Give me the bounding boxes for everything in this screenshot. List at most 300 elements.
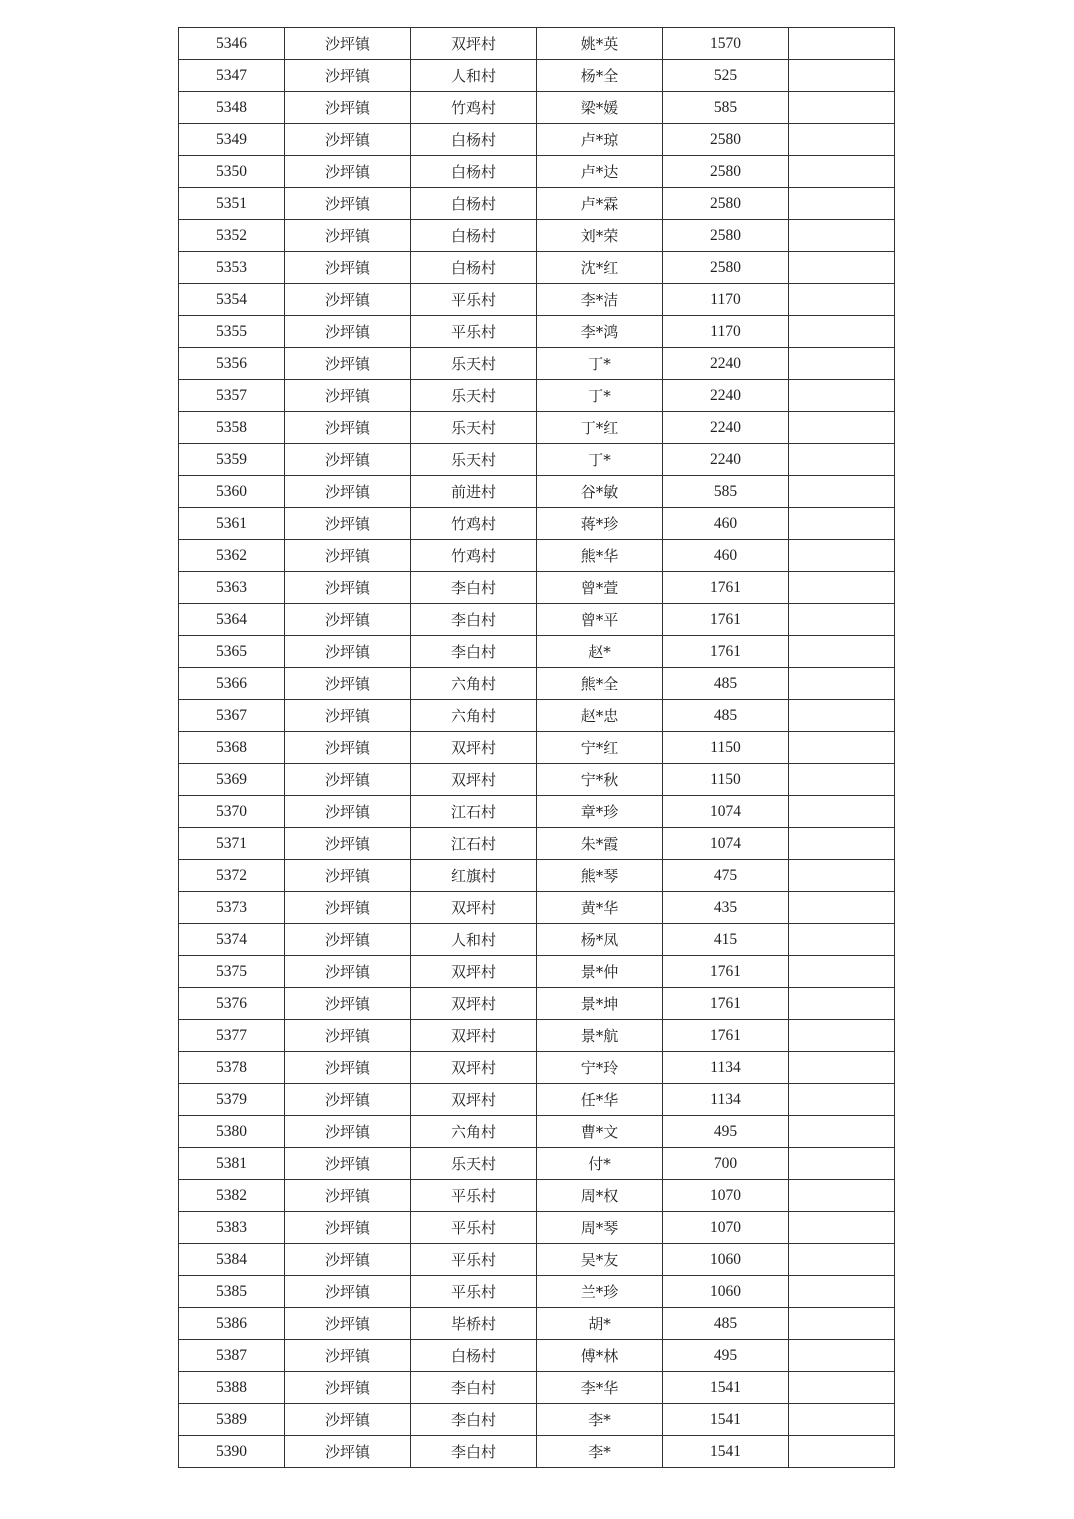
- cell-note: [789, 1212, 895, 1244]
- cell-amount: 2240: [663, 348, 789, 380]
- cell-id: 5379: [179, 1084, 285, 1116]
- cell-name: 李*鸿: [537, 316, 663, 348]
- cell-town: 沙坪镇: [285, 828, 411, 860]
- cell-village: 六角村: [411, 668, 537, 700]
- cell-name: 李*: [537, 1436, 663, 1468]
- table-row: [179, 188, 895, 220]
- table-row: [179, 892, 895, 924]
- table-row: [179, 284, 895, 316]
- cell-note: [789, 412, 895, 444]
- cell-town: 沙坪镇: [285, 220, 411, 252]
- cell-amount: 1761: [663, 604, 789, 636]
- cell-village: 平乐村: [411, 1276, 537, 1308]
- table-row: [179, 1020, 895, 1052]
- cell-village: 李白村: [411, 1404, 537, 1436]
- cell-name: 卢*霖: [537, 188, 663, 220]
- cell-note: [789, 1052, 895, 1084]
- cell-town: 沙坪镇: [285, 1244, 411, 1276]
- cell-note: [789, 732, 895, 764]
- cell-village: 双坪村: [411, 28, 537, 60]
- cell-town: 沙坪镇: [285, 124, 411, 156]
- cell-town: 沙坪镇: [285, 604, 411, 636]
- cell-amount: 1541: [663, 1436, 789, 1468]
- cell-note: [789, 796, 895, 828]
- table-row: [179, 220, 895, 252]
- table-row: [179, 796, 895, 828]
- cell-name: 宁*玲: [537, 1052, 663, 1084]
- cell-village: 乐天村: [411, 1148, 537, 1180]
- cell-name: 曾*萱: [537, 572, 663, 604]
- cell-village: 红旗村: [411, 860, 537, 892]
- cell-note: [789, 60, 895, 92]
- cell-note: [789, 1436, 895, 1468]
- cell-name: 卢*达: [537, 156, 663, 188]
- table-row: [179, 924, 895, 956]
- table-row: [179, 1276, 895, 1308]
- cell-town: 沙坪镇: [285, 1308, 411, 1340]
- cell-town: 沙坪镇: [285, 508, 411, 540]
- cell-name: 朱*霞: [537, 828, 663, 860]
- cell-village: 双坪村: [411, 764, 537, 796]
- cell-town: 沙坪镇: [285, 796, 411, 828]
- cell-note: [789, 380, 895, 412]
- cell-id: 5382: [179, 1180, 285, 1212]
- cell-town: 沙坪镇: [285, 924, 411, 956]
- cell-amount: 1134: [663, 1052, 789, 1084]
- cell-amount: 1170: [663, 316, 789, 348]
- cell-village: 白杨村: [411, 1340, 537, 1372]
- cell-village: 平乐村: [411, 1212, 537, 1244]
- cell-amount: 1541: [663, 1372, 789, 1404]
- cell-amount: 2580: [663, 220, 789, 252]
- cell-town: 沙坪镇: [285, 732, 411, 764]
- cell-id: 5374: [179, 924, 285, 956]
- cell-id: 5380: [179, 1116, 285, 1148]
- cell-town: 沙坪镇: [285, 1436, 411, 1468]
- cell-amount: 1074: [663, 796, 789, 828]
- cell-name: 卢*琼: [537, 124, 663, 156]
- cell-note: [789, 220, 895, 252]
- table-row: [179, 92, 895, 124]
- cell-village: 白杨村: [411, 188, 537, 220]
- cell-town: 沙坪镇: [285, 380, 411, 412]
- table-row: [179, 732, 895, 764]
- cell-village: 白杨村: [411, 124, 537, 156]
- table-row: [179, 1340, 895, 1372]
- cell-id: 5359: [179, 444, 285, 476]
- cell-town: 沙坪镇: [285, 636, 411, 668]
- cell-note: [789, 92, 895, 124]
- cell-town: 沙坪镇: [285, 1372, 411, 1404]
- cell-name: 兰*珍: [537, 1276, 663, 1308]
- cell-town: 沙坪镇: [285, 1404, 411, 1436]
- cell-name: 李*华: [537, 1372, 663, 1404]
- cell-note: [789, 1340, 895, 1372]
- cell-note: [789, 1148, 895, 1180]
- cell-name: 景*坤: [537, 988, 663, 1020]
- cell-town: 沙坪镇: [285, 92, 411, 124]
- cell-note: [789, 860, 895, 892]
- cell-town: 沙坪镇: [285, 1052, 411, 1084]
- cell-amount: 1761: [663, 988, 789, 1020]
- cell-id: 5350: [179, 156, 285, 188]
- cell-town: 沙坪镇: [285, 476, 411, 508]
- cell-amount: 485: [663, 1308, 789, 1340]
- cell-note: [789, 348, 895, 380]
- cell-id: 5351: [179, 188, 285, 220]
- cell-id: 5378: [179, 1052, 285, 1084]
- cell-amount: 2580: [663, 156, 789, 188]
- cell-id: 5368: [179, 732, 285, 764]
- cell-town: 沙坪镇: [285, 412, 411, 444]
- table-row: [179, 1052, 895, 1084]
- cell-town: 沙坪镇: [285, 860, 411, 892]
- cell-town: 沙坪镇: [285, 572, 411, 604]
- cell-note: [789, 604, 895, 636]
- cell-village: 竹鸡村: [411, 92, 537, 124]
- cell-name: 谷*敏: [537, 476, 663, 508]
- cell-id: 5390: [179, 1436, 285, 1468]
- cell-note: [789, 1276, 895, 1308]
- cell-village: 乐天村: [411, 412, 537, 444]
- table-row: [179, 1308, 895, 1340]
- cell-name: 杨*凤: [537, 924, 663, 956]
- cell-id: 5356: [179, 348, 285, 380]
- cell-note: [789, 1372, 895, 1404]
- cell-name: 景*航: [537, 1020, 663, 1052]
- table-row: [179, 348, 895, 380]
- cell-amount: 460: [663, 508, 789, 540]
- table-row: [179, 60, 895, 92]
- cell-name: 熊*全: [537, 668, 663, 700]
- cell-amount: 1761: [663, 636, 789, 668]
- cell-id: 5389: [179, 1404, 285, 1436]
- cell-note: [789, 988, 895, 1020]
- cell-village: 李白村: [411, 1372, 537, 1404]
- table-body: [179, 28, 895, 1468]
- cell-name: 丁*: [537, 348, 663, 380]
- table-row: [179, 956, 895, 988]
- cell-town: 沙坪镇: [285, 1276, 411, 1308]
- cell-amount: 495: [663, 1116, 789, 1148]
- cell-town: 沙坪镇: [285, 1340, 411, 1372]
- cell-name: 赵*忠: [537, 700, 663, 732]
- cell-note: [789, 540, 895, 572]
- cell-village: 双坪村: [411, 988, 537, 1020]
- cell-note: [789, 1020, 895, 1052]
- cell-note: [789, 284, 895, 316]
- cell-amount: 485: [663, 700, 789, 732]
- cell-town: 沙坪镇: [285, 316, 411, 348]
- table-row: [179, 1372, 895, 1404]
- cell-note: [789, 508, 895, 540]
- cell-name: 曹*文: [537, 1116, 663, 1148]
- cell-village: 双坪村: [411, 956, 537, 988]
- cell-village: 前进村: [411, 476, 537, 508]
- cell-id: 5364: [179, 604, 285, 636]
- table-row: [179, 540, 895, 572]
- cell-amount: 415: [663, 924, 789, 956]
- cell-name: 宁*红: [537, 732, 663, 764]
- cell-amount: 1570: [663, 28, 789, 60]
- cell-note: [789, 924, 895, 956]
- cell-name: 李*: [537, 1404, 663, 1436]
- cell-name: 周*权: [537, 1180, 663, 1212]
- cell-amount: 1761: [663, 572, 789, 604]
- cell-id: 5381: [179, 1148, 285, 1180]
- table-row: [179, 1116, 895, 1148]
- cell-name: 丁*: [537, 380, 663, 412]
- cell-name: 傅*林: [537, 1340, 663, 1372]
- cell-village: 白杨村: [411, 252, 537, 284]
- cell-id: 5355: [179, 316, 285, 348]
- table-row: [179, 1244, 895, 1276]
- cell-id: 5376: [179, 988, 285, 1020]
- cell-amount: 460: [663, 540, 789, 572]
- cell-note: [789, 1180, 895, 1212]
- cell-amount: 585: [663, 476, 789, 508]
- cell-village: 白杨村: [411, 156, 537, 188]
- cell-village: 李白村: [411, 1436, 537, 1468]
- table-row: [179, 444, 895, 476]
- cell-town: 沙坪镇: [285, 252, 411, 284]
- cell-town: 沙坪镇: [285, 540, 411, 572]
- cell-note: [789, 124, 895, 156]
- table-row: [179, 764, 895, 796]
- cell-name: 姚*英: [537, 28, 663, 60]
- table-row: [179, 700, 895, 732]
- cell-id: 5361: [179, 508, 285, 540]
- cell-village: 李白村: [411, 636, 537, 668]
- cell-id: 5384: [179, 1244, 285, 1276]
- cell-village: 江石村: [411, 796, 537, 828]
- table-row: [179, 1212, 895, 1244]
- cell-note: [789, 316, 895, 348]
- cell-amount: 495: [663, 1340, 789, 1372]
- cell-town: 沙坪镇: [285, 444, 411, 476]
- cell-note: [789, 28, 895, 60]
- cell-note: [789, 1116, 895, 1148]
- cell-town: 沙坪镇: [285, 1020, 411, 1052]
- cell-village: 李白村: [411, 604, 537, 636]
- cell-name: 曾*平: [537, 604, 663, 636]
- cell-amount: 1134: [663, 1084, 789, 1116]
- table-row: [179, 572, 895, 604]
- cell-name: 景*仲: [537, 956, 663, 988]
- cell-village: 平乐村: [411, 316, 537, 348]
- cell-village: 乐天村: [411, 348, 537, 380]
- cell-id: 5349: [179, 124, 285, 156]
- cell-name: 熊*华: [537, 540, 663, 572]
- cell-note: [789, 636, 895, 668]
- cell-note: [789, 1404, 895, 1436]
- cell-town: 沙坪镇: [285, 284, 411, 316]
- cell-note: [789, 764, 895, 796]
- table-row: [179, 636, 895, 668]
- cell-id: 5363: [179, 572, 285, 604]
- cell-note: [789, 252, 895, 284]
- cell-name: 吴*友: [537, 1244, 663, 1276]
- cell-village: 乐天村: [411, 380, 537, 412]
- cell-town: 沙坪镇: [285, 348, 411, 380]
- cell-id: 5347: [179, 60, 285, 92]
- cell-id: 5372: [179, 860, 285, 892]
- table-row: [179, 508, 895, 540]
- cell-town: 沙坪镇: [285, 1180, 411, 1212]
- table-row: [179, 476, 895, 508]
- cell-id: 5357: [179, 380, 285, 412]
- cell-name: 付*: [537, 1148, 663, 1180]
- cell-town: 沙坪镇: [285, 1212, 411, 1244]
- table-row: [179, 380, 895, 412]
- cell-id: 5360: [179, 476, 285, 508]
- cell-id: 5373: [179, 892, 285, 924]
- cell-amount: 2240: [663, 380, 789, 412]
- cell-village: 毕桥村: [411, 1308, 537, 1340]
- cell-amount: 585: [663, 92, 789, 124]
- cell-amount: 2580: [663, 252, 789, 284]
- table-row: [179, 28, 895, 60]
- cell-name: 周*琴: [537, 1212, 663, 1244]
- cell-name: 刘*荣: [537, 220, 663, 252]
- cell-village: 双坪村: [411, 892, 537, 924]
- cell-name: 丁*红: [537, 412, 663, 444]
- table-row: [179, 412, 895, 444]
- cell-note: [789, 892, 895, 924]
- cell-name: 宁*秋: [537, 764, 663, 796]
- cell-town: 沙坪镇: [285, 156, 411, 188]
- cell-amount: 2580: [663, 124, 789, 156]
- cell-village: 竹鸡村: [411, 540, 537, 572]
- table-row: [179, 124, 895, 156]
- cell-name: 蒋*珍: [537, 508, 663, 540]
- table-row: [179, 1436, 895, 1468]
- cell-amount: 1170: [663, 284, 789, 316]
- cell-village: 六角村: [411, 700, 537, 732]
- cell-amount: 1541: [663, 1404, 789, 1436]
- cell-note: [789, 1244, 895, 1276]
- cell-id: 5385: [179, 1276, 285, 1308]
- cell-note: [789, 572, 895, 604]
- cell-note: [789, 1084, 895, 1116]
- cell-village: 李白村: [411, 572, 537, 604]
- cell-id: 5352: [179, 220, 285, 252]
- cell-amount: 700: [663, 1148, 789, 1180]
- cell-name: 沈*红: [537, 252, 663, 284]
- cell-id: 5383: [179, 1212, 285, 1244]
- cell-name: 杨*全: [537, 60, 663, 92]
- cell-id: 5353: [179, 252, 285, 284]
- cell-note: [789, 444, 895, 476]
- cell-note: [789, 956, 895, 988]
- cell-id: 5358: [179, 412, 285, 444]
- cell-id: 5365: [179, 636, 285, 668]
- cell-amount: 435: [663, 892, 789, 924]
- cell-note: [789, 700, 895, 732]
- cell-village: 乐天村: [411, 444, 537, 476]
- table-row: [179, 1180, 895, 1212]
- table-row: [179, 988, 895, 1020]
- cell-town: 沙坪镇: [285, 188, 411, 220]
- cell-village: 双坪村: [411, 1020, 537, 1052]
- cell-name: 胡*: [537, 1308, 663, 1340]
- cell-village: 六角村: [411, 1116, 537, 1148]
- cell-note: [789, 668, 895, 700]
- cell-town: 沙坪镇: [285, 956, 411, 988]
- cell-id: 5348: [179, 92, 285, 124]
- cell-amount: 1761: [663, 1020, 789, 1052]
- cell-village: 人和村: [411, 60, 537, 92]
- cell-id: 5354: [179, 284, 285, 316]
- cell-amount: 525: [663, 60, 789, 92]
- cell-amount: 1074: [663, 828, 789, 860]
- table-row: [179, 1404, 895, 1436]
- cell-village: 竹鸡村: [411, 508, 537, 540]
- table-row: [179, 156, 895, 188]
- cell-note: [789, 156, 895, 188]
- data-table: [178, 27, 895, 1468]
- cell-id: 5367: [179, 700, 285, 732]
- cell-amount: 1060: [663, 1276, 789, 1308]
- cell-name: 熊*琴: [537, 860, 663, 892]
- cell-name: 赵*: [537, 636, 663, 668]
- cell-town: 沙坪镇: [285, 892, 411, 924]
- cell-town: 沙坪镇: [285, 700, 411, 732]
- cell-id: 5386: [179, 1308, 285, 1340]
- table-row: [179, 316, 895, 348]
- cell-town: 沙坪镇: [285, 1148, 411, 1180]
- cell-village: 平乐村: [411, 1244, 537, 1276]
- cell-name: 李*洁: [537, 284, 663, 316]
- cell-amount: 2240: [663, 412, 789, 444]
- cell-name: 梁*媛: [537, 92, 663, 124]
- cell-town: 沙坪镇: [285, 988, 411, 1020]
- cell-name: 黄*华: [537, 892, 663, 924]
- cell-town: 沙坪镇: [285, 1084, 411, 1116]
- cell-name: 章*珍: [537, 796, 663, 828]
- cell-village: 平乐村: [411, 1180, 537, 1212]
- cell-note: [789, 828, 895, 860]
- cell-town: 沙坪镇: [285, 1116, 411, 1148]
- cell-amount: 2240: [663, 444, 789, 476]
- cell-town: 沙坪镇: [285, 668, 411, 700]
- cell-id: 5371: [179, 828, 285, 860]
- cell-id: 5387: [179, 1340, 285, 1372]
- table-row: [179, 252, 895, 284]
- cell-village: 白杨村: [411, 220, 537, 252]
- cell-id: 5369: [179, 764, 285, 796]
- cell-village: 双坪村: [411, 1052, 537, 1084]
- cell-village: 双坪村: [411, 732, 537, 764]
- table-row: [179, 668, 895, 700]
- cell-amount: 1060: [663, 1244, 789, 1276]
- cell-amount: 485: [663, 668, 789, 700]
- cell-amount: 1150: [663, 732, 789, 764]
- cell-village: 人和村: [411, 924, 537, 956]
- cell-amount: 2580: [663, 188, 789, 220]
- cell-town: 沙坪镇: [285, 60, 411, 92]
- cell-village: 双坪村: [411, 1084, 537, 1116]
- cell-name: 任*华: [537, 1084, 663, 1116]
- cell-amount: 1070: [663, 1180, 789, 1212]
- cell-town: 沙坪镇: [285, 764, 411, 796]
- cell-note: [789, 1308, 895, 1340]
- cell-id: 5366: [179, 668, 285, 700]
- cell-note: [789, 188, 895, 220]
- table-row: [179, 604, 895, 636]
- cell-amount: 1761: [663, 956, 789, 988]
- cell-id: 5362: [179, 540, 285, 572]
